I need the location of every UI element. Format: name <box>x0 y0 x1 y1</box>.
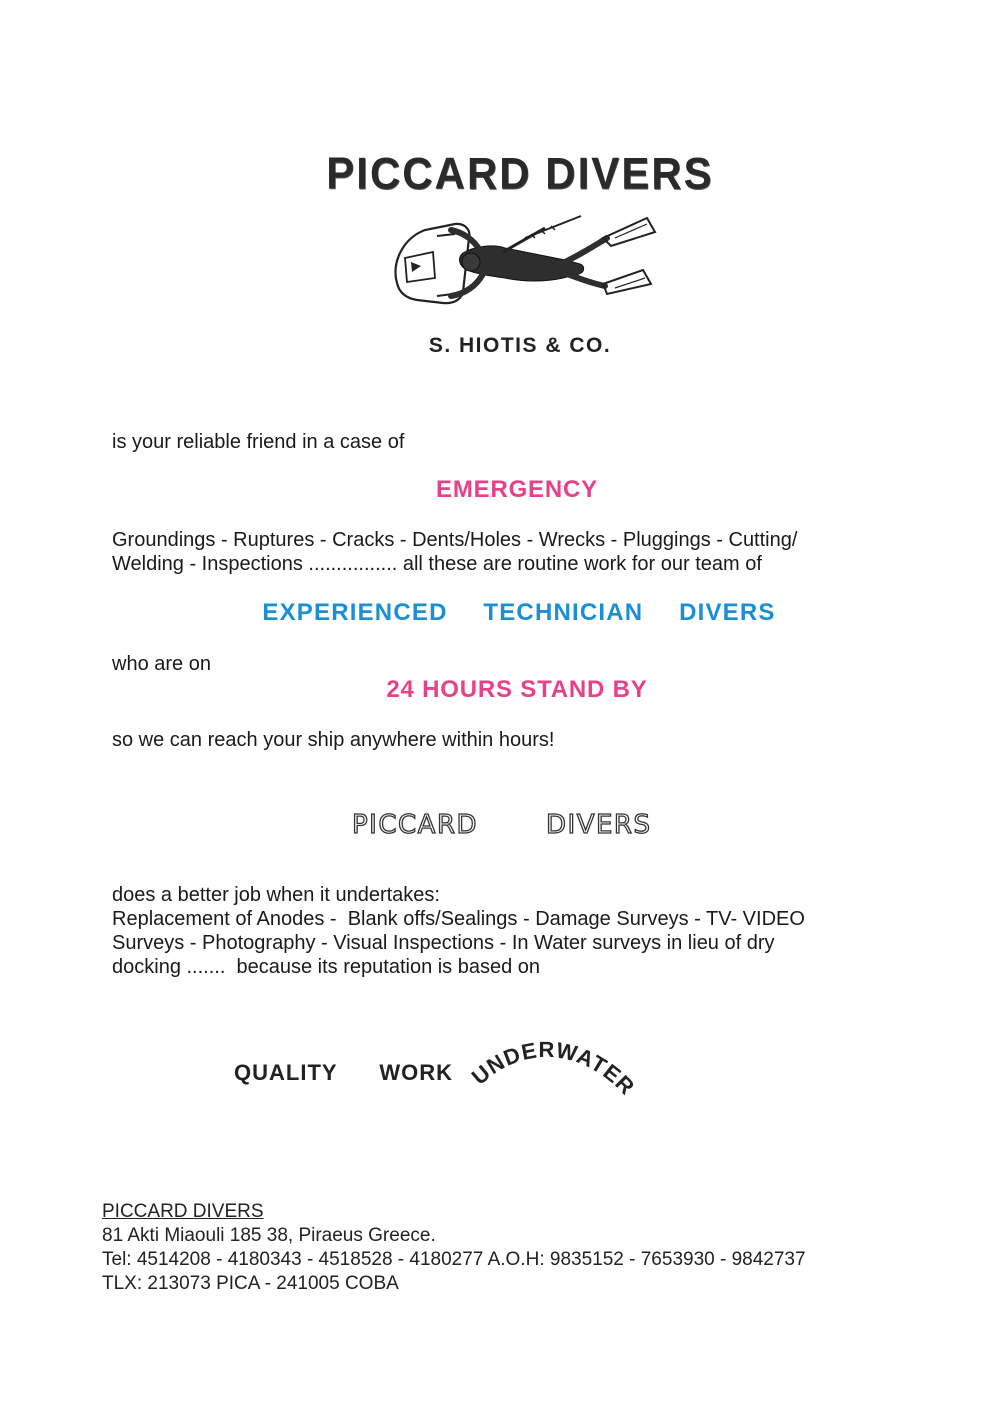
services2-line-1: Replacement of Anodes - Blank offs/Sealings - Damage Surveys - TV- VIDEO <box>112 908 805 930</box>
quality-work-slogan: QUALITY WORK <box>234 1060 454 1085</box>
emergency-heading: EMERGENCY <box>436 476 598 503</box>
company-subtitle: S. HIOTIS & CO. <box>428 334 612 357</box>
diver-logo-icon <box>385 208 660 323</box>
company-logo-title: PICCARD DIVERS <box>326 148 714 199</box>
standby-heading: 24 HOURS STAND BY <box>386 676 648 703</box>
services2-line-3: docking ....... because its reputation is based on <box>112 956 541 978</box>
who-are-on-line: who are on <box>112 653 211 675</box>
services-line-2: Welding - Inspections ................ all these are routine work for our team of <box>112 553 762 575</box>
footer-address: 81 Akti Miaouli 185 38, Piraeus Greece. <box>102 1225 436 1246</box>
outline-title-piccard: PICCARD <box>352 810 479 840</box>
svg-text:UNDERWATER <box>467 1038 640 1100</box>
reach-ship-line: so we can reach your ship anywhere within hours! <box>112 729 555 751</box>
footer-telex: TLX: 213073 PICA - 241005 COBA <box>102 1273 399 1294</box>
services2-line-2: Surveys - Photography - Visual Inspections - In Water surveys in lieu of dry <box>112 932 775 954</box>
outline-title-divers: DIVERS <box>546 810 652 840</box>
underwater-arc-label: UNDERWATER <box>466 1038 641 1100</box>
intro-line: is your reliable friend in a case of <box>112 431 405 453</box>
undertakes-line: does a better job when it undertakes: <box>112 884 440 906</box>
footer-company-name: PICCARD DIVERS <box>102 1201 264 1222</box>
services-line-1: Groundings - Ruptures - Cracks - Dents/Holes - Wrecks - Pluggings - Cutting/ <box>112 529 798 551</box>
experienced-divers-heading: EXPERIENCED TECHNICIAN DIVERS <box>262 599 776 626</box>
footer-telephone: Tel: 4514208 - 4180343 - 4518528 - 4180277 A.O.H: 9835152 - 7653930 - 9842737 <box>102 1249 806 1270</box>
underwater-arc-text <box>462 1038 672 1138</box>
